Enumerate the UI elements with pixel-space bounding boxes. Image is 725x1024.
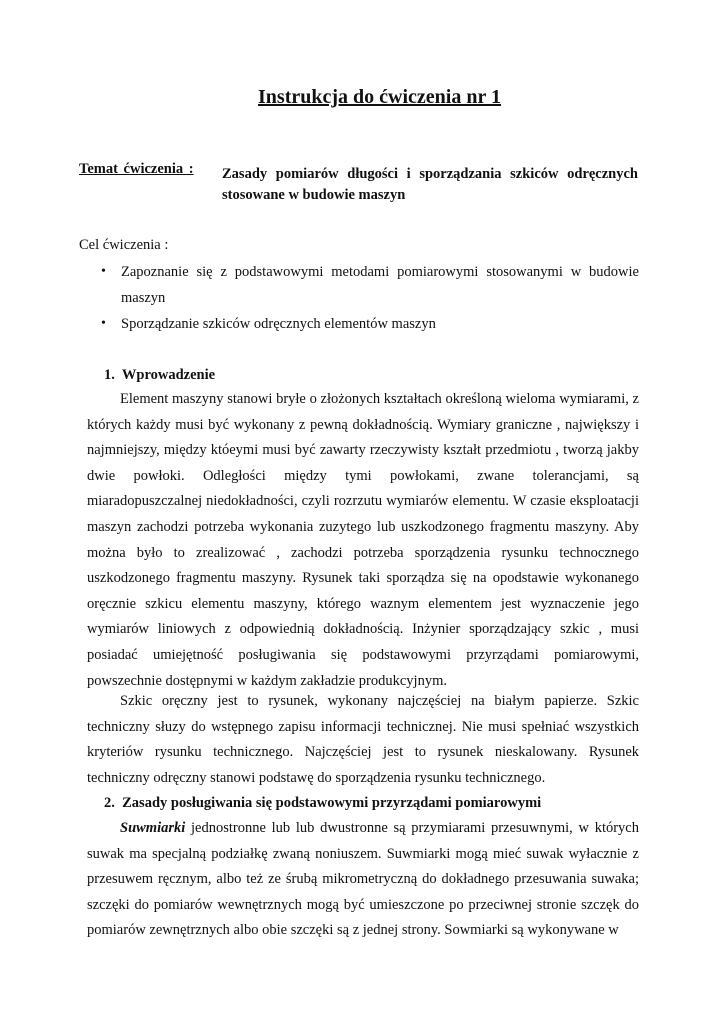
goal-label: Cel ćwiczenia : [79, 237, 169, 253]
section-1-title: Wprowadzenie [121, 367, 216, 383]
section-2-term: Suwmiarki [120, 820, 186, 836]
section-1-paragraph-2: Szkic oręczny jest to rysunek, wykonany najczęściej na białym papierze. Szkic techniczny słuzy do wstępnego zapisu informacji technicznej. Nie musi spełniać wszystkich kryteriów rysunku technicznego. Najczęściej jest to rysunek nieskalowany. Rysunek techniczny odręczny stanowi podstawę do sporządzenia rysunku technicznego. [87, 693, 639, 786]
section-2-text: jednostronne lub lub dwustronne są przymiarami przesuwnymi, w których suwak ma specjalną podziałkę zwaną noniuszem. Suwmiarki mogą mieć suwak wyłacznie z przesuwem ręcznym, albo też ze śrubą mikrometryczną do dokładnego przesuwania suwaka; szczęki do pomiarów wewnętrznych mogą być umieszczone po przeciwnej stronie szczęk do pomiarów zewnętrznych albo obie szczęki są z jednej strony. Sowmiarki są wykonywane w [87, 820, 639, 939]
section-2-heading [104, 795, 541, 812]
topic-line-1: Zasady pomiarów długości i sporządzania szkiców odręcznych [222, 166, 638, 182]
bullet-icon: • [101, 316, 106, 331]
topic-line-2: stosowane w budowie maszyn [222, 187, 406, 203]
section-1-number: 1. [104, 367, 115, 383]
section-2-title: Zasady posługiwania się podstawowymi przyrządami pomiarowymi [122, 795, 542, 811]
goal-bullet-2 [101, 311, 641, 337]
title-text: Instrukcja do ćwiczenia nr 1 [258, 86, 501, 108]
goal-bullet-2-text: Sporządzanie szkiców odręcznych elementów maszyn [121, 316, 436, 332]
section-1-paragraph-1: Element maszyny stanowi bryłe o złożonych kształtach określoną wieloma wymiarami, z których każdy musi być wykonany z pewną dokładnością. Wymiary graniczne , największy i najmniejszy, między któeymi musi być zawarty rzeczywisty kształt przedmiotu , tworzą jakby dwie powłoki. Odległości między tymi powłokami, zwane tolerancjami, są miaradopuszczalnej niedokładności, czyli rozrzutu wymiarów elementu. W czasie eksploatacji maszyn zachodzi potrzeba wykonania zuzytego lub uszkodzonego fragmentu maszyny. Aby można było to zrealizować , zachodzi potrzeba sporządzenia rysunku technocznego uszkodzonego fragmentu maszyny. Rysunek taki sporządza się na opodstawie wykonanego oręcznie szkicu elementu maszyny, którego waznym elementem jest wyznaczenie jego wymiarów liniowych z odpowiednią dokładnością. Inżynier sporządzający szkic , musi posiadać umiejętność posługiwania się podstawowymi przyrządami pomiarowymi, powszechnie dostępnymi w każdym zakładzie produkcyjnym. [87, 391, 639, 689]
document-title [0, 86, 725, 109]
section-1-heading [104, 367, 215, 384]
section-2-paragraph [87, 816, 639, 944]
topic-label: Temat ćwiczenia : [79, 161, 194, 177]
section-2-number: 2. [104, 795, 115, 811]
bullet-icon: • [101, 264, 106, 279]
goal-bullet-1 [101, 259, 641, 311]
goal-bullet-1-text: Zapoznanie się z podstawowymi metodami pomiarowymi stosowanymi w budowie maszyn [121, 264, 639, 306]
